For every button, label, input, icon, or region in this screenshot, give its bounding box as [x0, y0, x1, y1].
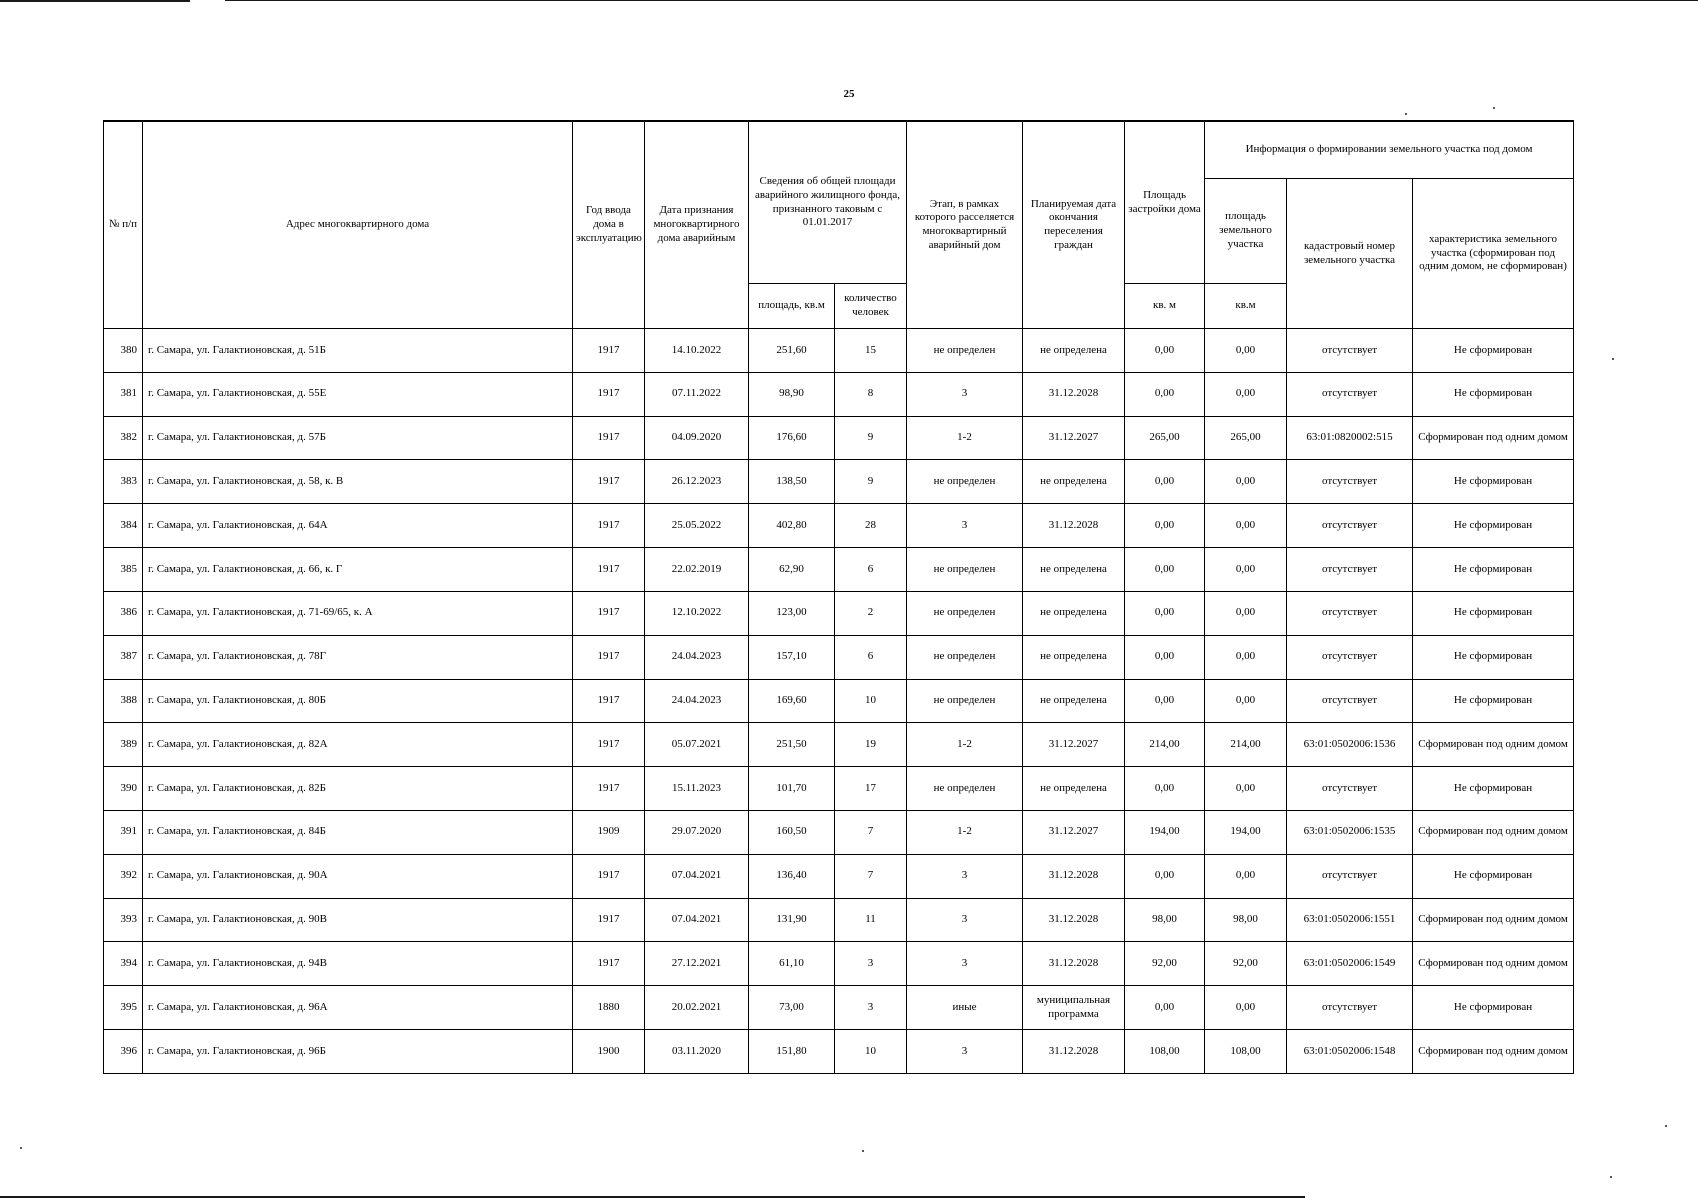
- land-area-cell: 0,00: [1205, 372, 1287, 416]
- scan-speck: [1493, 107, 1495, 109]
- table-row: [104, 679, 1574, 723]
- year-cell: 1917: [573, 504, 645, 548]
- land-status-cell: Не сформирован: [1413, 591, 1574, 635]
- land-status-cell: Сформирован под одним домом: [1413, 1030, 1574, 1074]
- planned-date-cell: 31.12.2028: [1023, 898, 1125, 942]
- recognized-date-cell: 29.07.2020: [645, 810, 749, 854]
- header-characteristic: характеристика земельного участка (сформирован под одним домом, не сформирован): [1413, 179, 1574, 329]
- table-row: [104, 723, 1574, 767]
- num-cell: 380: [104, 329, 143, 373]
- scan-speck: [1610, 1176, 1612, 1178]
- address-cell: г. Самара, ул. Галактионовская, д. 80Б: [143, 679, 573, 723]
- planned-date-cell: не определена: [1023, 460, 1125, 504]
- planned-date-cell: муниципальная программа: [1023, 986, 1125, 1030]
- header-people-count: количество человек: [835, 284, 907, 329]
- stage-cell: 3: [907, 504, 1023, 548]
- land-area-cell: 98,00: [1205, 898, 1287, 942]
- year-cell: 1917: [573, 329, 645, 373]
- land-status-cell: Не сформирован: [1413, 372, 1574, 416]
- scan-speck: [1405, 113, 1407, 115]
- stage-cell: 1-2: [907, 416, 1023, 460]
- scan-edge-line: [225, 0, 1698, 1]
- planned-date-cell: не определена: [1023, 767, 1125, 811]
- table-row: [104, 329, 1574, 373]
- recognized-date-cell: 05.07.2021: [645, 723, 749, 767]
- land-area-cell: 265,00: [1205, 416, 1287, 460]
- people-count-cell: 7: [835, 810, 907, 854]
- land-area-cell: 0,00: [1205, 460, 1287, 504]
- page-number: 25: [843, 88, 855, 100]
- area-cell: 62,90: [749, 548, 835, 592]
- recognized-date-cell: 07.04.2021: [645, 854, 749, 898]
- area-cell: 101,70: [749, 767, 835, 811]
- land-status-cell: Не сформирован: [1413, 460, 1574, 504]
- registry-table: [103, 120, 1574, 1074]
- cadastral-number-cell: отсутствует: [1287, 635, 1413, 679]
- built-area-cell: 0,00: [1125, 329, 1205, 373]
- scan-speck: [20, 1147, 22, 1149]
- recognized-date-cell: 26.12.2023: [645, 460, 749, 504]
- cadastral-number-cell: отсутствует: [1287, 504, 1413, 548]
- year-cell: 1917: [573, 460, 645, 504]
- year-cell: 1917: [573, 416, 645, 460]
- area-cell: 131,90: [749, 898, 835, 942]
- cadastral-number-cell: отсутствует: [1287, 372, 1413, 416]
- table-row: [104, 1030, 1574, 1074]
- recognized-date-cell: 27.12.2021: [645, 942, 749, 986]
- stage-cell: не определен: [907, 679, 1023, 723]
- stage-cell: 3: [907, 1030, 1023, 1074]
- land-status-cell: Сформирован под одним домом: [1413, 898, 1574, 942]
- people-count-cell: 9: [835, 416, 907, 460]
- people-count-cell: 11: [835, 898, 907, 942]
- recognized-date-cell: 03.11.2020: [645, 1030, 749, 1074]
- header-built-area: Площадь застройки дома: [1125, 121, 1205, 284]
- people-count-cell: 10: [835, 679, 907, 723]
- table-row: [104, 548, 1574, 592]
- area-cell: 98,90: [749, 372, 835, 416]
- year-cell: 1917: [573, 635, 645, 679]
- num-cell: 381: [104, 372, 143, 416]
- table-row: [104, 810, 1574, 854]
- header-year: Год ввода дома в эксплуатацию: [573, 121, 645, 329]
- land-status-cell: Сформирован под одним домом: [1413, 416, 1574, 460]
- cadastral-number-cell: 63:01:0820002:515: [1287, 416, 1413, 460]
- people-count-cell: 19: [835, 723, 907, 767]
- header-built-area-unit: кв. м: [1125, 284, 1205, 329]
- address-cell: г. Самара, ул. Галактионовская, д. 66, к. Г: [143, 548, 573, 592]
- scan-speck: [862, 1150, 864, 1152]
- cadastral-number-cell: 63:01:0502006:1536: [1287, 723, 1413, 767]
- people-count-cell: 9: [835, 460, 907, 504]
- table-row: [104, 416, 1574, 460]
- num-cell: 396: [104, 1030, 143, 1074]
- table-row: [104, 854, 1574, 898]
- recognized-date-cell: 24.04.2023: [645, 679, 749, 723]
- land-status-cell: Не сформирован: [1413, 548, 1574, 592]
- area-cell: 169,60: [749, 679, 835, 723]
- stage-cell: 1-2: [907, 723, 1023, 767]
- num-cell: 393: [104, 898, 143, 942]
- year-cell: 1917: [573, 591, 645, 635]
- table-body: [104, 329, 1574, 1074]
- stage-cell: не определен: [907, 460, 1023, 504]
- recognized-date-cell: 07.11.2022: [645, 372, 749, 416]
- land-area-cell: 214,00: [1205, 723, 1287, 767]
- planned-date-cell: 31.12.2028: [1023, 854, 1125, 898]
- cadastral-number-cell: отсутствует: [1287, 591, 1413, 635]
- planned-date-cell: не определена: [1023, 329, 1125, 373]
- year-cell: 1900: [573, 1030, 645, 1074]
- planned-date-cell: 31.12.2027: [1023, 723, 1125, 767]
- stage-cell: не определен: [907, 329, 1023, 373]
- stage-cell: не определен: [907, 767, 1023, 811]
- stage-cell: иные: [907, 986, 1023, 1030]
- planned-date-cell: 31.12.2028: [1023, 1030, 1125, 1074]
- people-count-cell: 3: [835, 986, 907, 1030]
- header-land-area: площадь земельного участка: [1205, 179, 1287, 284]
- area-cell: 61,10: [749, 942, 835, 986]
- stage-cell: 3: [907, 898, 1023, 942]
- people-count-cell: 6: [835, 635, 907, 679]
- num-cell: 388: [104, 679, 143, 723]
- recognized-date-cell: 24.04.2023: [645, 635, 749, 679]
- people-count-cell: 17: [835, 767, 907, 811]
- year-cell: 1917: [573, 942, 645, 986]
- cadastral-number-cell: 63:01:0502006:1535: [1287, 810, 1413, 854]
- year-cell: 1880: [573, 986, 645, 1030]
- area-cell: 151,80: [749, 1030, 835, 1074]
- land-area-cell: 92,00: [1205, 942, 1287, 986]
- built-area-cell: 108,00: [1125, 1030, 1205, 1074]
- land-area-cell: 0,00: [1205, 329, 1287, 373]
- cadastral-number-cell: отсутствует: [1287, 986, 1413, 1030]
- built-area-cell: 0,00: [1125, 635, 1205, 679]
- address-cell: г. Самара, ул. Галактионовская, д. 57Б: [143, 416, 573, 460]
- header-land-info: Информация о формировании земельного участка под домом: [1205, 121, 1574, 179]
- header-land-area-unit: кв.м: [1205, 284, 1287, 329]
- planned-date-cell: не определена: [1023, 679, 1125, 723]
- table-row: [104, 767, 1574, 811]
- people-count-cell: 10: [835, 1030, 907, 1074]
- people-count-cell: 2: [835, 591, 907, 635]
- land-area-cell: 0,00: [1205, 986, 1287, 1030]
- stage-cell: не определен: [907, 635, 1023, 679]
- built-area-cell: 265,00: [1125, 416, 1205, 460]
- table-row: [104, 635, 1574, 679]
- address-cell: г. Самара, ул. Галактионовская, д. 78Г: [143, 635, 573, 679]
- num-cell: 384: [104, 504, 143, 548]
- year-cell: 1909: [573, 810, 645, 854]
- cadastral-number-cell: 63:01:0502006:1551: [1287, 898, 1413, 942]
- table-row: [104, 460, 1574, 504]
- num-cell: 387: [104, 635, 143, 679]
- land-status-cell: Сформирован под одним домом: [1413, 942, 1574, 986]
- stage-cell: 1-2: [907, 810, 1023, 854]
- built-area-cell: 0,00: [1125, 767, 1205, 811]
- planned-date-cell: не определена: [1023, 548, 1125, 592]
- address-cell: г. Самара, ул. Галактионовская, д. 84Б: [143, 810, 573, 854]
- address-cell: г. Самара, ул. Галактионовская, д. 71-69/65, к. А: [143, 591, 573, 635]
- area-cell: 123,00: [749, 591, 835, 635]
- planned-date-cell: 31.12.2027: [1023, 810, 1125, 854]
- address-cell: г. Самара, ул. Галактионовская, д. 64А: [143, 504, 573, 548]
- area-cell: 176,60: [749, 416, 835, 460]
- cadastral-number-cell: отсутствует: [1287, 460, 1413, 504]
- land-area-cell: 194,00: [1205, 810, 1287, 854]
- built-area-cell: 0,00: [1125, 679, 1205, 723]
- land-status-cell: Не сформирован: [1413, 679, 1574, 723]
- planned-date-cell: не определена: [1023, 635, 1125, 679]
- table-row: [104, 942, 1574, 986]
- land-status-cell: Не сформирован: [1413, 329, 1574, 373]
- scan-edge-line: [0, 1196, 1305, 1198]
- area-cell: 138,50: [749, 460, 835, 504]
- header-stage: Этап, в рамках которого расселяется многоквартирный аварийный дом: [907, 121, 1023, 329]
- year-cell: 1917: [573, 767, 645, 811]
- land-status-cell: Не сформирован: [1413, 854, 1574, 898]
- built-area-cell: 0,00: [1125, 591, 1205, 635]
- num-cell: 394: [104, 942, 143, 986]
- land-area-cell: 108,00: [1205, 1030, 1287, 1074]
- planned-date-cell: не определена: [1023, 591, 1125, 635]
- table-row: [104, 591, 1574, 635]
- year-cell: 1917: [573, 372, 645, 416]
- recognized-date-cell: 25.05.2022: [645, 504, 749, 548]
- people-count-cell: 7: [835, 854, 907, 898]
- num-cell: 382: [104, 416, 143, 460]
- year-cell: 1917: [573, 854, 645, 898]
- scan-speck: [1612, 358, 1614, 360]
- people-count-cell: 15: [835, 329, 907, 373]
- cadastral-number-cell: 63:01:0502006:1548: [1287, 1030, 1413, 1074]
- recognized-date-cell: 12.10.2022: [645, 591, 749, 635]
- land-area-cell: 0,00: [1205, 679, 1287, 723]
- address-cell: г. Самара, ул. Галактионовская, д. 82А: [143, 723, 573, 767]
- area-cell: 251,60: [749, 329, 835, 373]
- land-area-cell: 0,00: [1205, 504, 1287, 548]
- area-cell: 136,40: [749, 854, 835, 898]
- scan-speck: [1665, 1125, 1667, 1127]
- header-cadastral: кадастровый номер земельного участка: [1287, 179, 1413, 329]
- land-area-cell: 0,00: [1205, 635, 1287, 679]
- year-cell: 1917: [573, 723, 645, 767]
- stage-cell: 3: [907, 372, 1023, 416]
- address-cell: г. Самара, ул. Галактионовская, д. 94В: [143, 942, 573, 986]
- built-area-cell: 0,00: [1125, 854, 1205, 898]
- land-area-cell: 0,00: [1205, 767, 1287, 811]
- land-area-cell: 0,00: [1205, 854, 1287, 898]
- planned-date-cell: 31.12.2027: [1023, 416, 1125, 460]
- recognized-date-cell: 15.11.2023: [645, 767, 749, 811]
- land-status-cell: Не сформирован: [1413, 986, 1574, 1030]
- header-address: Адрес многоквартирного дома: [143, 121, 573, 329]
- land-status-cell: Не сформирован: [1413, 767, 1574, 811]
- stage-cell: не определен: [907, 548, 1023, 592]
- area-cell: 157,10: [749, 635, 835, 679]
- header-recognized-date: Дата признания многоквартирного дома аварийным: [645, 121, 749, 329]
- land-area-cell: 0,00: [1205, 591, 1287, 635]
- stage-cell: не определен: [907, 591, 1023, 635]
- built-area-cell: 0,00: [1125, 504, 1205, 548]
- header-fund-info: Сведения об общей площади аварийного жилищного фонда, признанного таковым с 01.01.2017: [749, 121, 907, 284]
- table-row: [104, 986, 1574, 1030]
- area-cell: 160,50: [749, 810, 835, 854]
- recognized-date-cell: 04.09.2020: [645, 416, 749, 460]
- num-cell: 386: [104, 591, 143, 635]
- people-count-cell: 3: [835, 942, 907, 986]
- built-area-cell: 0,00: [1125, 460, 1205, 504]
- table-header: [104, 121, 1574, 329]
- land-status-cell: Сформирован под одним домом: [1413, 810, 1574, 854]
- area-cell: 402,80: [749, 504, 835, 548]
- table-row: [104, 898, 1574, 942]
- cadastral-number-cell: отсутствует: [1287, 329, 1413, 373]
- header-planned-date: Планируемая дата окончания переселения граждан: [1023, 121, 1125, 329]
- num-cell: 395: [104, 986, 143, 1030]
- num-cell: 389: [104, 723, 143, 767]
- num-cell: 392: [104, 854, 143, 898]
- land-area-cell: 0,00: [1205, 548, 1287, 592]
- address-cell: г. Самара, ул. Галактионовская, д. 90А: [143, 854, 573, 898]
- cadastral-number-cell: отсутствует: [1287, 854, 1413, 898]
- address-cell: г. Самара, ул. Галактионовская, д. 82Б: [143, 767, 573, 811]
- built-area-cell: 0,00: [1125, 372, 1205, 416]
- year-cell: 1917: [573, 898, 645, 942]
- cadastral-number-cell: отсутствует: [1287, 767, 1413, 811]
- built-area-cell: 0,00: [1125, 548, 1205, 592]
- num-cell: 383: [104, 460, 143, 504]
- table-row: [104, 504, 1574, 548]
- num-cell: 391: [104, 810, 143, 854]
- planned-date-cell: 31.12.2028: [1023, 504, 1125, 548]
- stage-cell: 3: [907, 854, 1023, 898]
- header-num: № п/п: [104, 121, 143, 329]
- header-area-sqm: площадь, кв.м: [749, 284, 835, 329]
- recognized-date-cell: 14.10.2022: [645, 329, 749, 373]
- year-cell: 1917: [573, 679, 645, 723]
- recognized-date-cell: 22.02.2019: [645, 548, 749, 592]
- land-status-cell: Не сформирован: [1413, 504, 1574, 548]
- num-cell: 390: [104, 767, 143, 811]
- recognized-date-cell: 07.04.2021: [645, 898, 749, 942]
- built-area-cell: 92,00: [1125, 942, 1205, 986]
- area-cell: 251,50: [749, 723, 835, 767]
- address-cell: г. Самара, ул. Галактионовская, д. 58, к. В: [143, 460, 573, 504]
- year-cell: 1917: [573, 548, 645, 592]
- cadastral-number-cell: отсутствует: [1287, 679, 1413, 723]
- built-area-cell: 98,00: [1125, 898, 1205, 942]
- built-area-cell: 214,00: [1125, 723, 1205, 767]
- people-count-cell: 8: [835, 372, 907, 416]
- people-count-cell: 6: [835, 548, 907, 592]
- cadastral-number-cell: отсутствует: [1287, 548, 1413, 592]
- built-area-cell: 0,00: [1125, 986, 1205, 1030]
- land-status-cell: Сформирован под одним домом: [1413, 723, 1574, 767]
- num-cell: 385: [104, 548, 143, 592]
- built-area-cell: 194,00: [1125, 810, 1205, 854]
- planned-date-cell: 31.12.2028: [1023, 372, 1125, 416]
- area-cell: 73,00: [749, 986, 835, 1030]
- address-cell: г. Самара, ул. Галактионовская, д. 90В: [143, 898, 573, 942]
- address-cell: г. Самара, ул. Галактионовская, д. 96А: [143, 986, 573, 1030]
- scan-edge-line: [0, 0, 190, 2]
- address-cell: г. Самара, ул. Галактионовская, д. 51Б: [143, 329, 573, 373]
- stage-cell: 3: [907, 942, 1023, 986]
- people-count-cell: 28: [835, 504, 907, 548]
- address-cell: г. Самара, ул. Галактионовская, д. 55Е: [143, 372, 573, 416]
- cadastral-number-cell: 63:01:0502006:1549: [1287, 942, 1413, 986]
- land-status-cell: Не сформирован: [1413, 635, 1574, 679]
- table-row: [104, 372, 1574, 416]
- address-cell: г. Самара, ул. Галактионовская, д. 96Б: [143, 1030, 573, 1074]
- recognized-date-cell: 20.02.2021: [645, 986, 749, 1030]
- planned-date-cell: 31.12.2028: [1023, 942, 1125, 986]
